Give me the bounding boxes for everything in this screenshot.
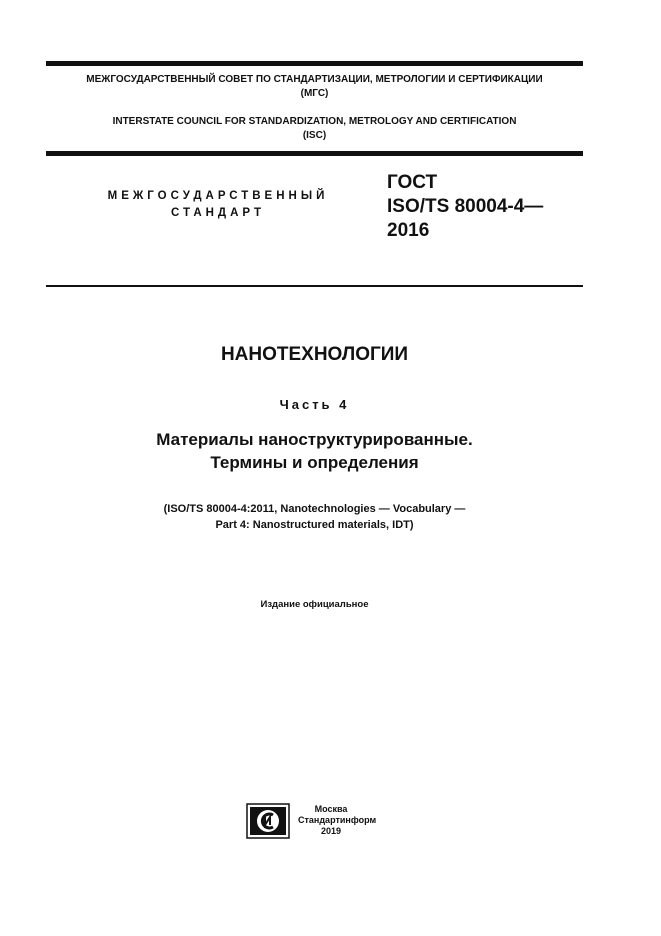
document-part: Часть 4 xyxy=(279,397,350,412)
subtitle-line2: Термины и определения xyxy=(210,453,419,472)
council-ru-line1: МЕЖГОСУДАРСТВЕННЫЙ СОВЕТ ПО СТАНДАРТИЗАЦИИ, МЕТРОЛОГИИ И СЕРТИФИКАЦИИ xyxy=(86,74,543,85)
subtitle-line1: Материалы наноструктурированные. xyxy=(156,430,473,449)
council-en xyxy=(46,115,583,143)
standard-type-line2: СТАНДАРТ xyxy=(171,207,265,219)
standartinform-logo-icon xyxy=(246,803,290,839)
iso-reference-line2: Part 4: Nanostructured materials, IDT) xyxy=(215,519,414,531)
standard-type xyxy=(60,188,376,222)
publisher-city: Москва xyxy=(314,804,348,814)
edition-note: Издание официальное xyxy=(260,599,369,610)
council-ru xyxy=(46,73,583,101)
iso-reference xyxy=(46,501,583,533)
standard-code-year: 2016 xyxy=(387,220,430,241)
council-en-line2: (ISC) xyxy=(302,130,327,141)
publisher-name: Стандартинформ xyxy=(298,815,377,825)
iso-reference-line1: (ISO/TS 80004-4:2011, Nanotechnologies — Vocabulary — xyxy=(163,503,466,515)
publisher-block xyxy=(298,804,377,837)
council-ru-line2: (МГС) xyxy=(300,88,329,99)
header-rule xyxy=(46,285,583,287)
standard-type-line1: МЕЖГОСУДАРСТВЕННЫЙ xyxy=(107,190,329,202)
standard-code-prefix: ГОСТ xyxy=(387,172,438,193)
council-en-line1: INTERSTATE COUNCIL FOR STANDARDIZATION, METROLOGY AND CERTIFICATION xyxy=(112,116,517,127)
document-subtitle xyxy=(46,428,583,474)
standard-code xyxy=(387,171,587,243)
top-rule xyxy=(46,61,583,66)
document-title: НАНОТЕХНОЛОГИИ xyxy=(220,344,409,365)
council-rule xyxy=(46,151,583,156)
standard-code-number: ISO/TS 80004-4— xyxy=(387,196,544,217)
publisher-year: 2019 xyxy=(320,826,342,836)
